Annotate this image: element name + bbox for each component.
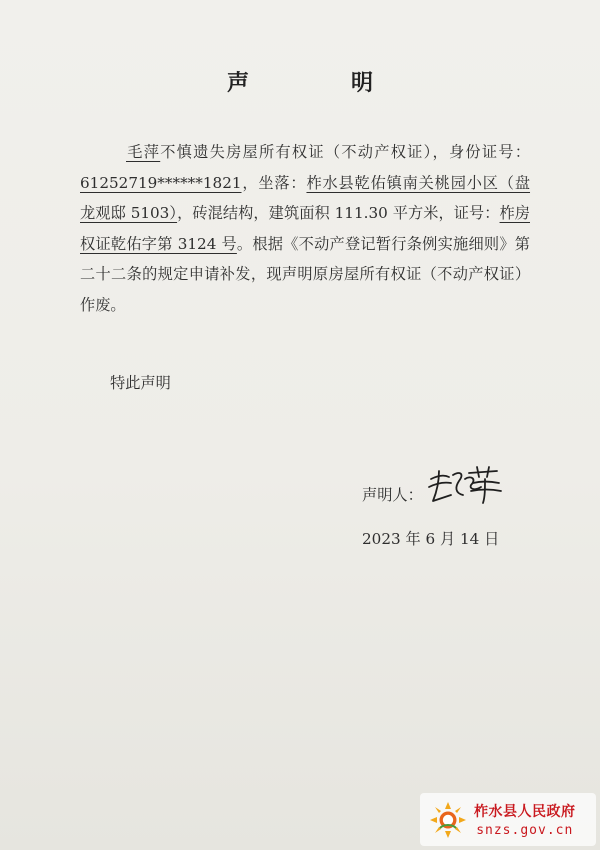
- paragraph-text-1: 不慎遗失房屋所有权证（不动产权证），身份证号：: [160, 143, 531, 161]
- gov-watermark-logo: [420, 793, 596, 846]
- gov-name: 柞水县人民政府: [474, 804, 576, 820]
- statement-paragraph: [80, 137, 530, 321]
- paragraph-text-4: 。根据《不动产登记暂行条例实施细则》第二十二条的规定申请补发，现声明原房屋所有权证（不动产权证）作废。: [80, 234, 530, 314]
- certificate-number: 柞房权证乾佑字第 3124 号: [80, 204, 530, 253]
- paragraph-text-3: ，砖混结构，建筑面积 111.30 平方米，证号：: [177, 204, 500, 223]
- signer-label: 声明人：: [362, 486, 423, 504]
- sun-emblem-icon: [428, 800, 468, 840]
- declarant-name: 毛萍: [126, 143, 161, 161]
- gov-watermark-text: [474, 801, 576, 838]
- paragraph-text-2: ，坐落：: [241, 173, 307, 192]
- property-location: 柞水县乾佑镇南关桃园小区（盘龙观邸 5103）: [80, 173, 531, 223]
- document-title: 声 明: [226, 70, 413, 96]
- statement-date: 2023 年 6 月 14 日: [362, 530, 500, 548]
- handwritten-signature: [425, 465, 505, 505]
- id-number: 61252719******1821: [80, 173, 242, 192]
- signature-row: [362, 484, 505, 505]
- gov-url: snzs.gov.cn: [476, 823, 574, 838]
- closing-statement: 特此声明: [110, 374, 171, 392]
